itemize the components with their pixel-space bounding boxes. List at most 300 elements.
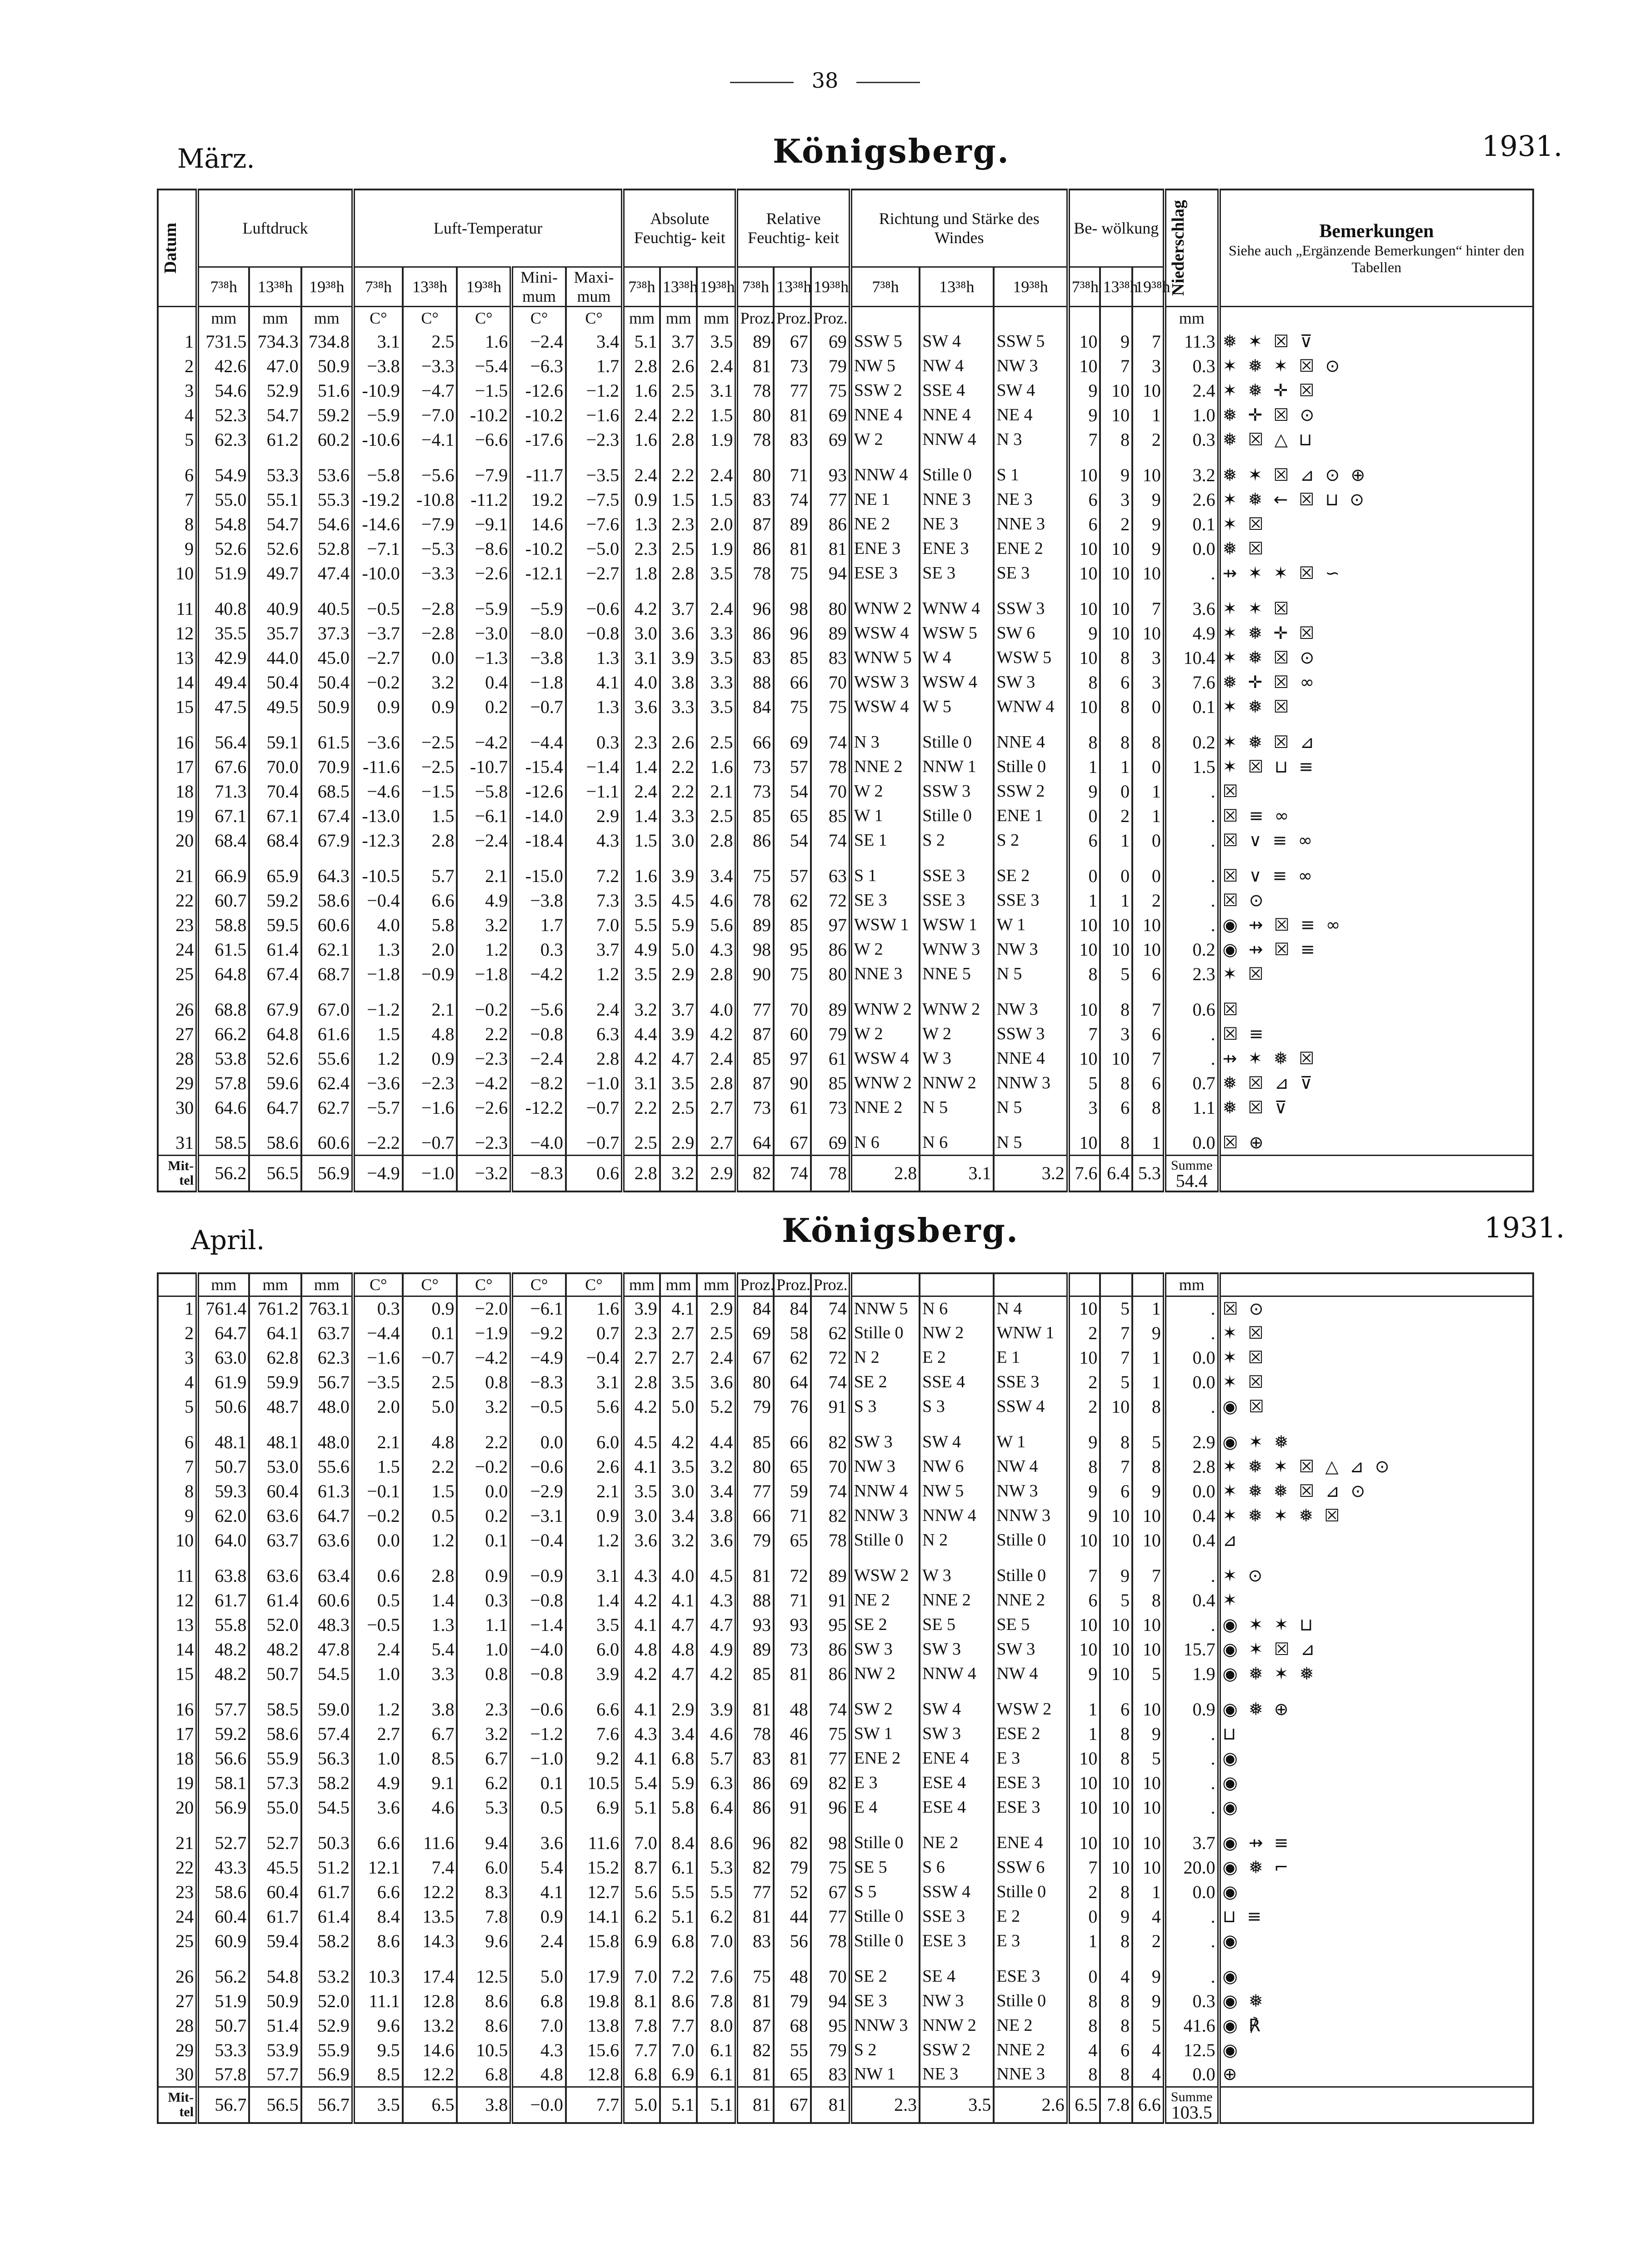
- remarks-cell: ✶ ☒: [1219, 962, 1533, 986]
- data-cell: 10: [1132, 463, 1165, 487]
- data-cell: −1.8: [457, 962, 511, 986]
- data-cell: 59.2: [249, 888, 301, 912]
- data-cell: 70.0: [249, 754, 301, 779]
- data-cell: 4.7: [660, 1046, 697, 1071]
- data-cell: 4.8: [511, 2062, 566, 2087]
- data-cell: 8.4: [660, 1830, 697, 1855]
- data-cell: NNW 3: [850, 1503, 920, 1528]
- data-cell: 68: [774, 2013, 811, 2038]
- header-min: Mini- mum: [511, 267, 566, 306]
- day-number: 29: [175, 1072, 194, 1093]
- data-cell: 1.0: [353, 1746, 403, 1770]
- data-cell: 5.4: [511, 1855, 566, 1879]
- data-cell: 0.7: [566, 1321, 623, 1345]
- data-cell: 1: [1100, 754, 1132, 779]
- mean-value: 74: [774, 1155, 811, 1191]
- data-cell: 10: [1068, 561, 1100, 585]
- data-cell: 10: [1068, 1131, 1100, 1155]
- data-cell: 1: [1100, 888, 1132, 912]
- remarks-cell: ◉ ❅: [1219, 1989, 1533, 2013]
- data-cell: 91: [811, 1588, 850, 1612]
- data-cell: 98: [774, 596, 811, 621]
- data-cell: 97: [774, 1046, 811, 1071]
- data-cell: 4.0: [660, 1563, 697, 1588]
- data-cell: 1.3: [623, 512, 660, 536]
- data-cell: 2.3: [457, 1697, 511, 1721]
- data-cell: 3.5: [697, 694, 736, 719]
- data-cell: 3.7: [660, 329, 697, 354]
- data-cell: .: [1165, 1321, 1219, 1345]
- data-cell: 64.8: [197, 962, 249, 986]
- data-cell: 2.2: [623, 1095, 660, 1120]
- data-cell: 61: [811, 1046, 850, 1071]
- data-cell: 93: [736, 1612, 774, 1637]
- data-cell: NNE 2: [994, 1588, 1068, 1612]
- data-cell: 78: [736, 378, 774, 403]
- data-cell: −0.7: [566, 1095, 623, 1120]
- data-cell: 3.5: [697, 561, 736, 585]
- data-cell: −3.1: [511, 1503, 566, 1528]
- data-cell: 12.8: [403, 1989, 457, 2013]
- header-time: 13³⁸h: [660, 267, 697, 306]
- data-cell: 4.2: [623, 596, 660, 621]
- data-cell: 3.2: [457, 1394, 511, 1419]
- data-cell: NW 3: [850, 1454, 920, 1479]
- data-cell: 70: [811, 670, 850, 694]
- data-cell: SE 4: [920, 1964, 994, 1989]
- data-cell: 0.1: [511, 1770, 566, 1795]
- data-cell: N 2: [850, 1345, 920, 1370]
- data-cell: -15.4: [511, 754, 566, 779]
- data-cell: Stille 0: [994, 1528, 1068, 1552]
- data-cell: 4.3: [623, 1563, 660, 1588]
- data-cell: 8.6: [457, 1989, 511, 2013]
- data-cell: 4.3: [697, 1588, 736, 1612]
- data-cell: S 5: [850, 1879, 920, 1904]
- data-cell: −1.6: [353, 1345, 403, 1370]
- data-cell: 49.7: [249, 561, 301, 585]
- data-cell: 56.6: [197, 1746, 249, 1770]
- data-cell: 1.7: [511, 912, 566, 937]
- data-cell: -10.9: [353, 378, 403, 403]
- data-cell: 83: [736, 1929, 774, 1953]
- data-cell: 4.6: [697, 1721, 736, 1746]
- data-cell: 10: [1068, 1830, 1100, 1855]
- data-cell: 10: [1132, 378, 1165, 403]
- data-cell: 5.7: [697, 1746, 736, 1770]
- data-cell: 3.9: [697, 1697, 736, 1721]
- data-cell: 3: [1132, 670, 1165, 694]
- data-cell: Stille 0: [850, 1929, 920, 1953]
- data-cell: 2.8: [623, 354, 660, 378]
- data-cell: 10: [1068, 997, 1100, 1022]
- data-cell: 54.6: [197, 378, 249, 403]
- data-cell: 6.9: [660, 2062, 697, 2087]
- data-cell: SW 3: [920, 1721, 994, 1746]
- data-cell: −3.8: [353, 354, 403, 378]
- data-cell: Stille 0: [850, 1830, 920, 1855]
- data-cell: NNW 2: [920, 1071, 994, 1095]
- mean-value: 67: [774, 2087, 811, 2123]
- data-cell: .: [1165, 561, 1219, 585]
- data-cell: 4.7: [660, 1661, 697, 1686]
- data-cell: 53.3: [249, 463, 301, 487]
- data-cell: 59.4: [249, 1929, 301, 1953]
- data-cell: 10: [1068, 912, 1100, 937]
- data-cell: 95: [811, 1612, 850, 1637]
- data-cell: −1.8: [511, 670, 566, 694]
- data-cell: 2.1: [457, 863, 511, 888]
- data-cell: 6.6: [353, 1879, 403, 1904]
- data-cell: SW 4: [920, 329, 994, 354]
- data-cell: −0.8: [511, 1588, 566, 1612]
- data-cell: 91: [811, 1394, 850, 1419]
- data-cell: 2.0: [697, 512, 736, 536]
- year-april: 1931.: [1484, 1211, 1565, 1244]
- data-cell: 4.0: [353, 912, 403, 937]
- data-cell: 50.9: [301, 694, 353, 719]
- day-number: 9: [185, 538, 194, 559]
- data-cell: 87: [736, 1022, 774, 1046]
- data-cell: 5.5: [697, 1879, 736, 1904]
- mean-label: Mit- tel: [158, 1155, 197, 1191]
- data-cell: NNE 4: [920, 403, 994, 427]
- data-cell: NNW 3: [994, 1071, 1068, 1095]
- header-datum: Datum: [158, 189, 197, 306]
- data-cell: NNW 4: [920, 1503, 994, 1528]
- data-cell: SW 4: [920, 1697, 994, 1721]
- data-cell: 2.5: [403, 1370, 457, 1394]
- data-cell: 75: [811, 1721, 850, 1746]
- data-cell: 7.6: [566, 1721, 623, 1746]
- remarks-cell: ✶: [1219, 1588, 1533, 1612]
- data-cell: ENE 3: [850, 536, 920, 561]
- data-cell: −5.9: [457, 596, 511, 621]
- data-cell: 4.2: [660, 1430, 697, 1454]
- data-cell: 2.7: [660, 1321, 697, 1345]
- data-cell: 81: [736, 2062, 774, 2087]
- table-row: [158, 1370, 1533, 1394]
- table-row: [158, 621, 1533, 645]
- remarks-cell: ❅ ✛ ☒ ⊙: [1219, 403, 1533, 427]
- data-cell: SE 1: [850, 828, 920, 852]
- data-cell: 0.3: [511, 937, 566, 962]
- group-spacer: [158, 986, 1533, 997]
- data-cell: 54: [774, 828, 811, 852]
- day-number: 25: [175, 963, 194, 984]
- data-cell: NE 3: [920, 2062, 994, 2087]
- remarks-cell: ✶ ☒: [1219, 1345, 1533, 1370]
- data-cell: −8.6: [457, 536, 511, 561]
- data-cell: 78: [811, 754, 850, 779]
- data-cell: -11.2: [457, 487, 511, 512]
- data-cell: N 2: [920, 1528, 994, 1552]
- data-cell: 6: [1100, 1697, 1132, 1721]
- data-cell: S 3: [920, 1394, 994, 1419]
- data-cell: NE 3: [920, 512, 994, 536]
- data-cell: 6.8: [660, 1929, 697, 1953]
- data-cell: E 2: [994, 1904, 1068, 1929]
- data-cell: 2.9: [697, 1296, 736, 1321]
- data-cell: 60.4: [249, 1879, 301, 1904]
- data-cell: 8: [1068, 1989, 1100, 2013]
- data-cell: 64.8: [249, 1022, 301, 1046]
- data-cell: 51.2: [301, 1855, 353, 1879]
- data-cell: Stille 0: [920, 803, 994, 828]
- data-cell: 67.4: [249, 962, 301, 986]
- data-cell: 6.8: [511, 1989, 566, 2013]
- data-cell: 3.6: [511, 1830, 566, 1855]
- data-cell: 9: [1132, 1989, 1165, 2013]
- data-cell: 63.0: [197, 1345, 249, 1370]
- data-cell: ESE 4: [920, 1770, 994, 1795]
- data-cell: 7.4: [403, 1855, 457, 1879]
- data-cell: Stille 0: [994, 1989, 1068, 2013]
- data-cell: 10: [1100, 937, 1132, 962]
- day-number: 30: [175, 1097, 194, 1118]
- table-row: [158, 803, 1533, 828]
- data-cell: 2: [1132, 888, 1165, 912]
- data-cell: .: [1165, 912, 1219, 937]
- data-cell: 63.7: [301, 1321, 353, 1345]
- data-cell: −7.5: [566, 487, 623, 512]
- data-cell: -10.6: [353, 427, 403, 452]
- data-cell: 7.0: [697, 1929, 736, 1953]
- data-cell: E 3: [850, 1770, 920, 1795]
- data-cell: 72: [811, 888, 850, 912]
- data-cell: 58.6: [249, 1131, 301, 1155]
- data-cell: -12.6: [511, 378, 566, 403]
- data-cell: 77: [811, 1904, 850, 1929]
- data-cell: 6.0: [457, 1855, 511, 1879]
- data-cell: SSE 4: [920, 378, 994, 403]
- data-cell: 3.6: [697, 1528, 736, 1552]
- data-cell: −3.6: [353, 1071, 403, 1095]
- data-cell: 81: [736, 1904, 774, 1929]
- data-cell: 73: [736, 754, 774, 779]
- data-cell: 52.8: [301, 536, 353, 561]
- data-cell: 3.1: [566, 1370, 623, 1394]
- data-cell: 75: [774, 694, 811, 719]
- mean-value: 3.2: [660, 1155, 697, 1191]
- data-cell: 10: [1068, 1296, 1100, 1321]
- data-cell: 2.3: [623, 730, 660, 754]
- day-number: 21: [175, 1832, 194, 1853]
- data-cell: 58.6: [301, 888, 353, 912]
- data-cell: 0.0: [1165, 1131, 1219, 1155]
- data-cell: ESE 4: [920, 1795, 994, 1819]
- day-number: 16: [175, 732, 194, 753]
- data-cell: 54.8: [249, 1964, 301, 1989]
- data-cell: W 4: [920, 645, 994, 670]
- data-cell: −0.2: [353, 670, 403, 694]
- group-spacer: [158, 1953, 1533, 1964]
- data-cell: 48.2: [197, 1637, 249, 1661]
- table-row: [158, 670, 1533, 694]
- data-cell: 9.4: [457, 1830, 511, 1855]
- data-cell: NW 3: [994, 354, 1068, 378]
- data-cell: −1.6: [566, 403, 623, 427]
- precipitation-sum: [1165, 1155, 1219, 1191]
- data-cell: 7.2: [566, 863, 623, 888]
- data-cell: SSE 4: [920, 1370, 994, 1394]
- data-cell: ENE 2: [850, 1746, 920, 1770]
- table-row: [158, 694, 1533, 719]
- data-cell: 10: [1100, 912, 1132, 937]
- data-cell: 5.8: [660, 1795, 697, 1819]
- data-cell: −2.7: [353, 645, 403, 670]
- data-cell: 9: [1132, 1479, 1165, 1503]
- data-cell: Stille 0: [920, 463, 994, 487]
- data-cell: 2.8: [660, 561, 697, 585]
- data-cell: 10: [1068, 645, 1100, 670]
- data-cell: 6.9: [566, 1795, 623, 1819]
- data-cell: 4: [1132, 2062, 1165, 2087]
- data-cell: 62: [774, 1345, 811, 1370]
- data-cell: 66: [736, 730, 774, 754]
- data-cell: 8: [1068, 2013, 1100, 2038]
- data-cell: −1.0: [511, 1746, 566, 1770]
- data-cell: 10: [1100, 1637, 1132, 1661]
- header-luftdruck: Luftdruck: [197, 189, 353, 267]
- data-cell: −0.6: [511, 1697, 566, 1721]
- data-cell: 6.8: [660, 1746, 697, 1770]
- data-cell: 0.9: [1165, 1697, 1219, 1721]
- data-cell: 4.2: [623, 1046, 660, 1071]
- data-cell: −2.5: [403, 730, 457, 754]
- header-time: 13³⁸h: [1100, 267, 1132, 306]
- data-cell: NW 4: [994, 1454, 1068, 1479]
- units-row: mm mm mm C° C° C° C° C° mm mm mm Proz. Proz. Proz. mm: [158, 1273, 1533, 1296]
- mean-value: 7.8: [1100, 2087, 1132, 2123]
- data-cell: 3.4: [697, 863, 736, 888]
- mean-value: 5.0: [623, 2087, 660, 2123]
- data-cell: 90: [774, 1071, 811, 1095]
- data-cell: 8: [1100, 1071, 1132, 1095]
- data-cell: 8: [1100, 1131, 1132, 1155]
- remarks-cell: ✶ ❅ ✛ ☒: [1219, 621, 1533, 645]
- data-cell: WSW 5: [920, 621, 994, 645]
- data-cell: 80: [736, 1454, 774, 1479]
- data-cell: 9: [1068, 1430, 1100, 1454]
- data-cell: 7.8: [623, 2013, 660, 2038]
- day-number: 25: [175, 1930, 194, 1951]
- data-cell: 69: [811, 427, 850, 452]
- data-cell: 78: [736, 561, 774, 585]
- data-cell: 4.1: [660, 1588, 697, 1612]
- data-cell: NNW 3: [994, 1503, 1068, 1528]
- data-cell: 0.9: [623, 487, 660, 512]
- table-row: [158, 1637, 1533, 1661]
- data-cell: 9: [1132, 487, 1165, 512]
- data-cell: NNW 1: [920, 754, 994, 779]
- data-cell: −0.8: [511, 1661, 566, 1686]
- data-cell: 74: [811, 1479, 850, 1503]
- data-cell: 62.0: [197, 1503, 249, 1528]
- data-cell: 10: [1100, 1830, 1132, 1855]
- day-number: 10: [175, 563, 194, 583]
- mean-value: −8.3: [511, 1155, 566, 1191]
- data-cell: 55.9: [301, 2038, 353, 2062]
- data-cell: −3.3: [403, 561, 457, 585]
- data-cell: NNE 3: [850, 962, 920, 986]
- data-cell: 54.5: [301, 1795, 353, 1819]
- data-cell: 69: [736, 1321, 774, 1345]
- table-row: [158, 1588, 1533, 1612]
- data-cell: 2.4: [697, 354, 736, 378]
- data-cell: 52.9: [249, 378, 301, 403]
- data-cell: 89: [811, 1563, 850, 1588]
- group-spacer: [158, 719, 1533, 730]
- data-cell: 3.4: [660, 1721, 697, 1746]
- data-cell: 7.0: [566, 912, 623, 937]
- remarks-cell: ◉ ✶ ✶ ⊔: [1219, 1612, 1533, 1637]
- data-cell: 5.3: [697, 1855, 736, 1879]
- data-cell: NNW 4: [850, 1479, 920, 1503]
- data-cell: 88: [736, 670, 774, 694]
- data-cell: Stille 0: [994, 754, 1068, 779]
- data-cell: NE 2: [850, 1588, 920, 1612]
- data-cell: E 4: [850, 1795, 920, 1819]
- data-cell: N 3: [994, 427, 1068, 452]
- page-number: 38: [0, 68, 1650, 93]
- data-cell: 2.3: [1165, 962, 1219, 986]
- data-cell: 5.0: [403, 1394, 457, 1419]
- mean-value: 81: [811, 2087, 850, 2123]
- data-cell: 4.3: [623, 1721, 660, 1746]
- data-cell: 10: [1100, 1394, 1132, 1419]
- day-number: 27: [175, 1990, 194, 2011]
- data-cell: 6.7: [457, 1746, 511, 1770]
- data-cell: 70: [811, 779, 850, 803]
- data-cell: 57.8: [197, 2062, 249, 2087]
- data-cell: 65: [774, 1454, 811, 1479]
- data-cell: 63.6: [249, 1563, 301, 1588]
- april-table: [157, 1272, 1534, 2124]
- data-cell: 5.8: [403, 912, 457, 937]
- data-cell: 3.0: [660, 1479, 697, 1503]
- data-cell: ENE 2: [994, 536, 1068, 561]
- table-row: [158, 645, 1533, 670]
- data-cell: WSW 4: [920, 670, 994, 694]
- day-number: 2: [185, 355, 194, 376]
- data-cell: 81: [811, 536, 850, 561]
- data-cell: 86: [811, 937, 850, 962]
- mean-value: 3.1: [920, 1155, 994, 1191]
- data-cell: SE 2: [850, 1964, 920, 1989]
- data-cell: −0.5: [353, 1612, 403, 1637]
- data-cell: 43.3: [197, 1855, 249, 1879]
- data-cell: SW 3: [850, 1637, 920, 1661]
- data-cell: 10: [1068, 1746, 1100, 1770]
- data-cell: 10: [1132, 621, 1165, 645]
- day-number: 3: [185, 380, 194, 401]
- data-cell: -12.6: [511, 779, 566, 803]
- table-row: [158, 1430, 1533, 1454]
- remarks-cell: ❅ ☒ △ ⊔: [1219, 427, 1533, 452]
- data-cell: 10: [1100, 536, 1132, 561]
- data-cell: 83: [736, 645, 774, 670]
- data-cell: 4.9: [353, 1770, 403, 1795]
- data-cell: −0.7: [403, 1131, 457, 1155]
- data-cell: 8.5: [403, 1746, 457, 1770]
- data-cell: 89: [736, 912, 774, 937]
- data-cell: 3.6: [1165, 596, 1219, 621]
- data-cell: 2.6: [566, 1454, 623, 1479]
- data-cell: NNW 3: [850, 2013, 920, 2038]
- data-cell: 61.7: [197, 1588, 249, 1612]
- data-cell: N 4: [994, 1296, 1068, 1321]
